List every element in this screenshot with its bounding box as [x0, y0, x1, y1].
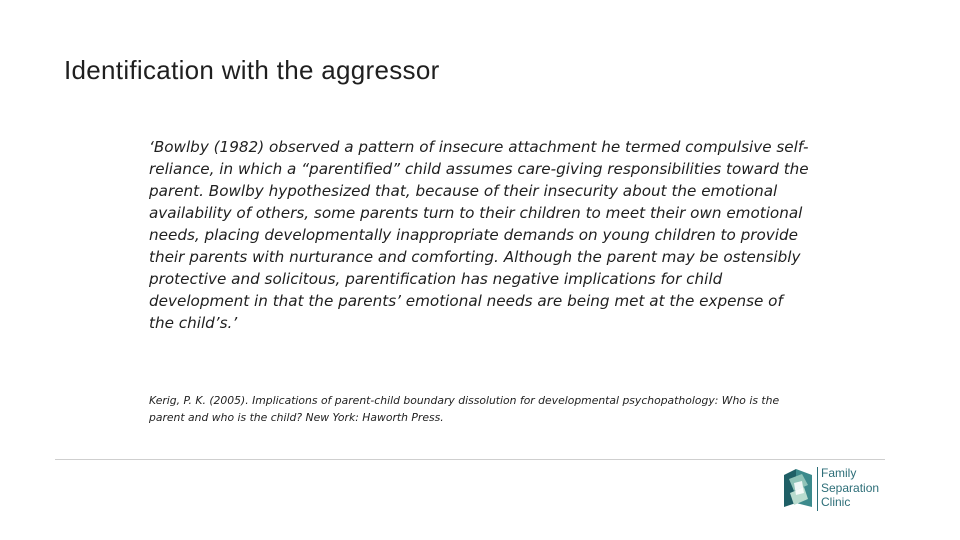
- family-separation-clinic-logo-icon: [780, 465, 816, 511]
- footer-divider: [55, 459, 885, 460]
- slide-title: Identification with the aggressor: [64, 55, 440, 85]
- logo-divider: [817, 467, 818, 511]
- logo-wordmark: [821, 466, 879, 510]
- clinic-logo: [780, 465, 900, 515]
- quote-text: ‘Bowlby (1982) observed a pattern of insecure attachment he termed compulsive self-reliance, in which a “parentified” child assumes care-giving responsibilities toward the parent. Bowlby hypothesized that, because of their insecurity about the emotional availability of others, some parents turn to their children to meet their own emotional needs, placing developmentally inappropriate demands on young children to provide their parents with nurturance and comforting. Although the parent may be ostensibly protective and solicitous, parentification has negative implications for child development in that the parents’ emotional needs are being met at the expense of the child’s.’: [149, 138, 809, 332]
- logo-line-clinic: Clinic: [821, 495, 851, 509]
- logo-line-family: Family: [821, 466, 857, 480]
- logo-line-separation: Separation: [821, 480, 880, 495]
- citation-text: Kerig, P. K. (2005). Implications of parent-child boundary dissolution for developmental psychopathology: Who is the parent and who is the child? New York: Haworth Press.: [149, 394, 780, 424]
